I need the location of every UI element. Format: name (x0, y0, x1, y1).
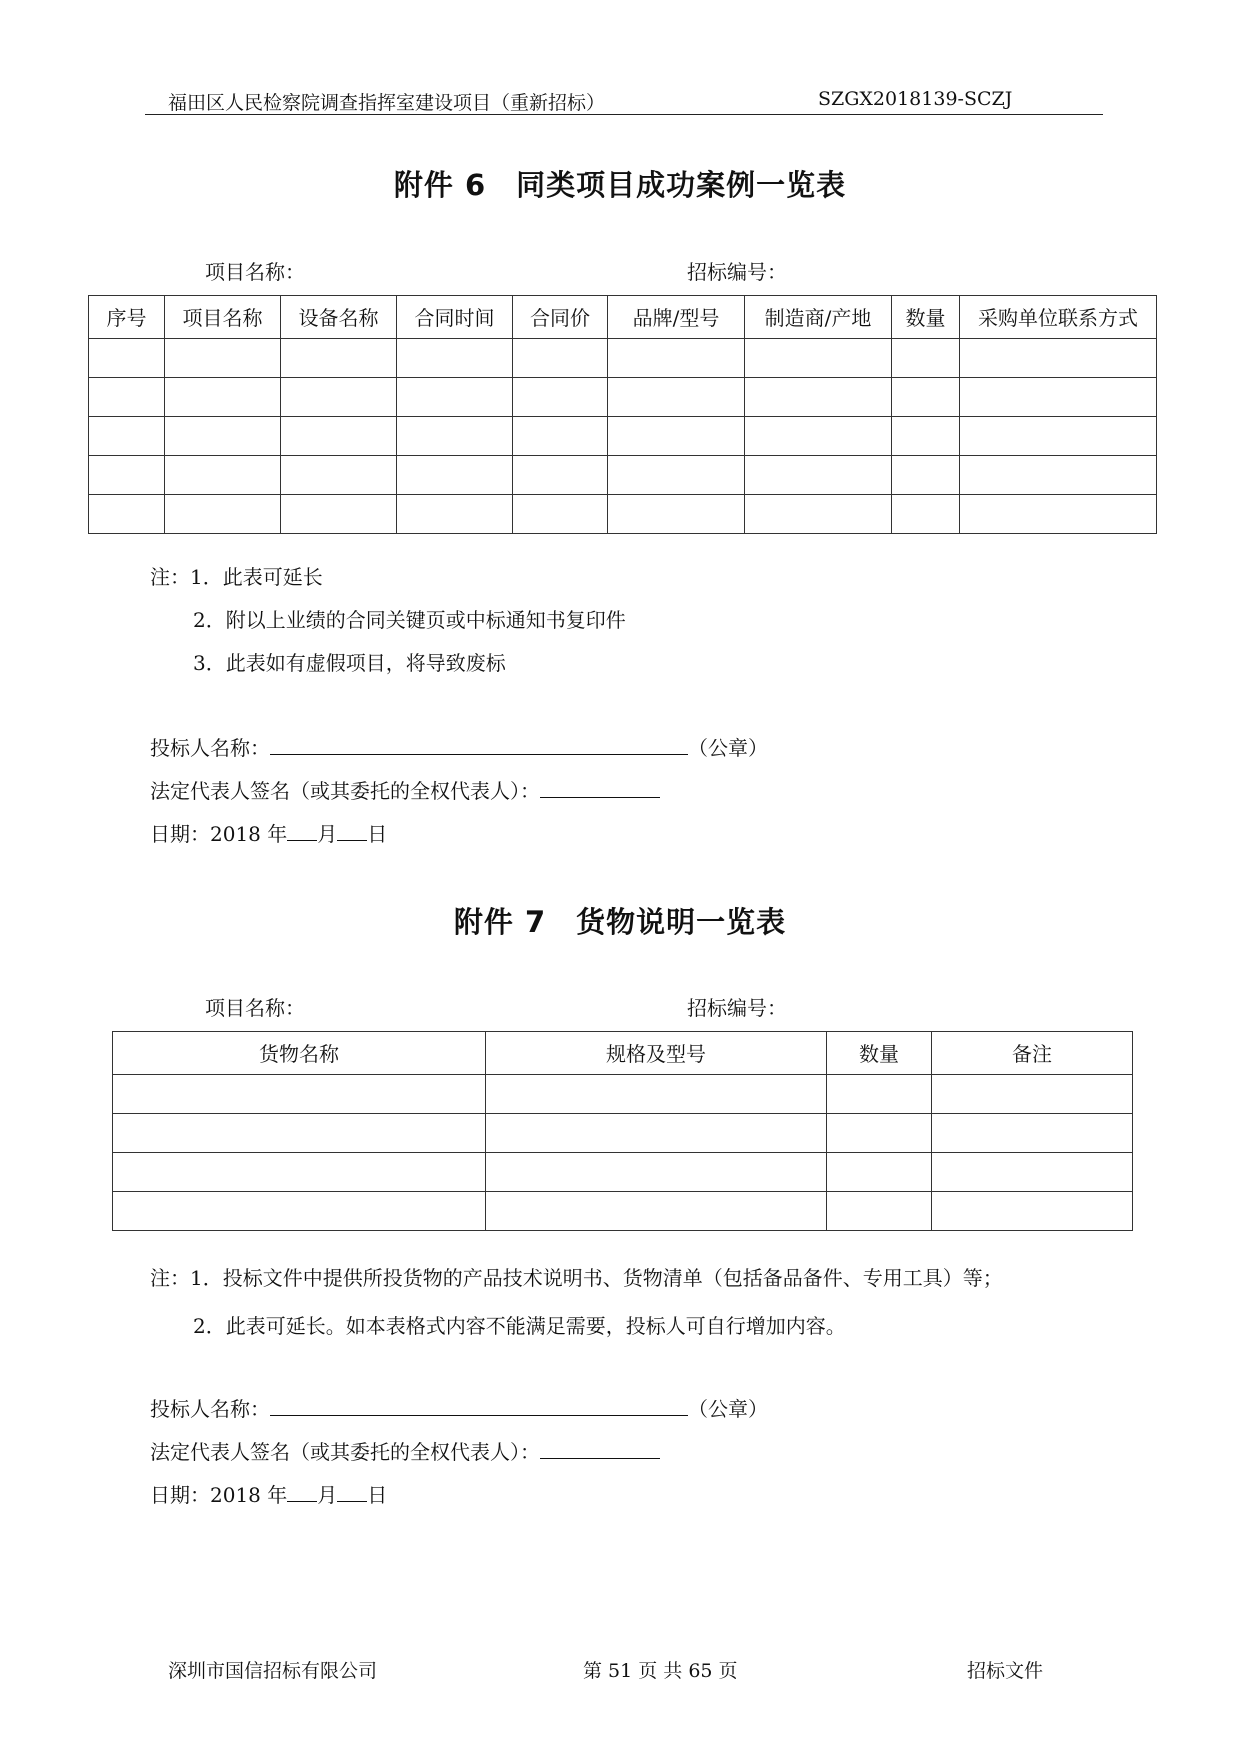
table-cell[interactable] (745, 495, 892, 534)
annex6-bidder-blank[interactable] (270, 734, 688, 755)
table-cell[interactable] (892, 456, 960, 495)
annex6-rep-blank[interactable] (540, 777, 660, 798)
annex7-project-name-label: 项目名称： (205, 996, 305, 1020)
annex7-col-header: 数量 (827, 1032, 932, 1075)
annex6-seal-label: （公章） (688, 736, 768, 760)
table-cell[interactable] (892, 339, 960, 378)
header-project-code: SZGX2018139-SCZJ (818, 88, 1013, 110)
annex6-month-label: 月 (317, 822, 338, 846)
annex6-col-header: 合同时间 (397, 296, 513, 339)
annex7-month-label: 月 (317, 1483, 338, 1507)
annex6-col-header: 制造商/产地 (745, 296, 892, 339)
table-cell[interactable] (113, 1114, 486, 1153)
table-cell[interactable] (281, 378, 397, 417)
table-cell[interactable] (960, 339, 1157, 378)
table-cell[interactable] (281, 339, 397, 378)
annex6-col-header: 采购单位联系方式 (960, 296, 1157, 339)
table-cell[interactable] (89, 378, 165, 417)
table-cell[interactable] (397, 339, 513, 378)
table-cell[interactable] (745, 417, 892, 456)
annex7-rep-label: 法定代表人签名（或其委托的全权代表人）： (150, 1440, 540, 1464)
annex7-table (112, 1031, 1133, 1231)
table-cell[interactable] (397, 417, 513, 456)
table-row (113, 1153, 1133, 1192)
table-cell[interactable] (960, 495, 1157, 534)
footer-doc-type: 招标文件 (967, 1660, 1044, 1682)
annex6-day-blank[interactable] (337, 820, 367, 841)
table-cell[interactable] (513, 378, 608, 417)
annex7-month-blank[interactable] (287, 1481, 317, 1502)
table-cell[interactable] (608, 378, 745, 417)
annex6-col-header: 合同价 (513, 296, 608, 339)
annex7-day-label: 日 (367, 1483, 388, 1507)
annex6-date-line (150, 818, 387, 847)
annex6-note-3: 3．此表如有虚假项目，将导致废标 (193, 651, 506, 675)
table-cell[interactable] (281, 495, 397, 534)
table-cell[interactable] (608, 495, 745, 534)
table-cell[interactable] (827, 1075, 932, 1114)
table-cell[interactable] (397, 378, 513, 417)
table-cell[interactable] (513, 417, 608, 456)
annex7-note-2: 2．此表可延长。如本表格式内容不能满足需要，投标人可自行增加内容。 (193, 1314, 846, 1338)
annex7-bidder-label: 投标人名称： (150, 1397, 270, 1421)
table-cell[interactable] (486, 1114, 827, 1153)
annex6-col-header: 品牌/型号 (608, 296, 745, 339)
table-cell[interactable] (932, 1192, 1133, 1231)
table-cell[interactable] (745, 456, 892, 495)
table-row (113, 1192, 1133, 1231)
table-cell[interactable] (932, 1114, 1133, 1153)
table-cell[interactable] (165, 495, 281, 534)
table-cell[interactable] (165, 378, 281, 417)
table-cell[interactable] (745, 339, 892, 378)
annex7-seal-label: （公章） (688, 1397, 768, 1421)
table-cell[interactable] (892, 495, 960, 534)
annex6-month-blank[interactable] (287, 820, 317, 841)
table-cell[interactable] (397, 495, 513, 534)
annex6-col-header: 序号 (89, 296, 165, 339)
footer-company: 深圳市国信招标有限公司 (168, 1660, 378, 1682)
table-cell[interactable] (165, 339, 281, 378)
table-cell[interactable] (486, 1153, 827, 1192)
annex7-date-line (150, 1479, 387, 1508)
table-cell[interactable] (745, 378, 892, 417)
annex7-rep-blank[interactable] (540, 1438, 660, 1459)
annex6-bidder-line (150, 732, 768, 761)
annex7-bidder-line (150, 1393, 768, 1422)
annex6-note-2: 2．附以上业绩的合同关键页或中标通知书复印件 (193, 608, 626, 632)
table-cell[interactable] (113, 1192, 486, 1231)
table-cell[interactable] (608, 456, 745, 495)
annex6-col-header: 项目名称 (165, 296, 281, 339)
table-row (89, 339, 1157, 378)
annex6-note-1: 注：1．此表可延长 (150, 565, 323, 589)
header-project-title: 福田区人民检察院调查指挥室建设项目（重新招标） (168, 92, 606, 114)
annex7-date-prefix: 日期：2018 年 (150, 1483, 288, 1507)
table-cell[interactable] (89, 417, 165, 456)
table-cell[interactable] (960, 378, 1157, 417)
table-cell[interactable] (281, 417, 397, 456)
annex7-day-blank[interactable] (337, 1481, 367, 1502)
annex6-date-prefix: 日期：2018 年 (150, 822, 288, 846)
annex6-rep-label: 法定代表人签名（或其委托的全权代表人）： (150, 779, 540, 803)
table-cell[interactable] (960, 417, 1157, 456)
table-cell[interactable] (892, 417, 960, 456)
annex6-project-name-label: 项目名称： (205, 260, 305, 284)
table-row (113, 1075, 1133, 1114)
table-cell[interactable] (113, 1153, 486, 1192)
table-row (89, 378, 1157, 417)
annex6-table (88, 295, 1157, 534)
table-cell[interactable] (960, 456, 1157, 495)
table-cell[interactable] (89, 456, 165, 495)
annex6-title: 附件 6 同类项目成功案例一览表 (393, 168, 847, 202)
table-cell[interactable] (281, 456, 397, 495)
annex7-rep-line (150, 1436, 660, 1465)
table-cell[interactable] (113, 1075, 486, 1114)
annex6-rep-line (150, 775, 660, 804)
header-rule (145, 114, 1103, 115)
annex6-header-row (89, 296, 1157, 339)
table-cell[interactable] (932, 1075, 1133, 1114)
table-cell[interactable] (608, 417, 745, 456)
annex7-title: 附件 7 货物说明一览表 (453, 905, 787, 939)
table-row (89, 417, 1157, 456)
table-row (113, 1114, 1133, 1153)
table-cell[interactable] (892, 378, 960, 417)
table-cell[interactable] (932, 1153, 1133, 1192)
table-cell[interactable] (827, 1114, 932, 1153)
annex7-header-row (113, 1032, 1133, 1075)
table-cell[interactable] (608, 339, 745, 378)
annex6-bidder-label: 投标人名称： (150, 736, 270, 760)
table-cell[interactable] (397, 456, 513, 495)
footer-page-number: 第 51 页 共 65 页 (583, 1660, 738, 1682)
annex6-col-header: 数量 (892, 296, 960, 339)
annex7-bidder-blank[interactable] (270, 1395, 688, 1416)
annex7-col-header: 规格及型号 (486, 1032, 827, 1075)
annex7-col-header: 货物名称 (113, 1032, 486, 1075)
annex6-tender-no-label: 招标编号： (687, 260, 787, 284)
table-row (89, 456, 1157, 495)
annex7-tender-no-label: 招标编号： (687, 996, 787, 1020)
table-row (89, 495, 1157, 534)
table-cell[interactable] (513, 456, 608, 495)
table-cell[interactable] (827, 1192, 932, 1231)
table-cell[interactable] (89, 495, 165, 534)
annex6-day-label: 日 (367, 822, 388, 846)
table-cell[interactable] (165, 456, 281, 495)
table-cell[interactable] (827, 1153, 932, 1192)
table-cell[interactable] (89, 339, 165, 378)
annex7-note-1: 注：1．投标文件中提供所投货物的产品技术说明书、货物清单（包括备品备件、专用工具）等； (150, 1266, 1003, 1290)
table-cell[interactable] (486, 1192, 827, 1231)
table-cell[interactable] (165, 417, 281, 456)
annex6-col-header: 设备名称 (281, 296, 397, 339)
table-cell[interactable] (513, 495, 608, 534)
table-cell[interactable] (486, 1075, 827, 1114)
annex7-col-header: 备注 (932, 1032, 1133, 1075)
table-cell[interactable] (513, 339, 608, 378)
